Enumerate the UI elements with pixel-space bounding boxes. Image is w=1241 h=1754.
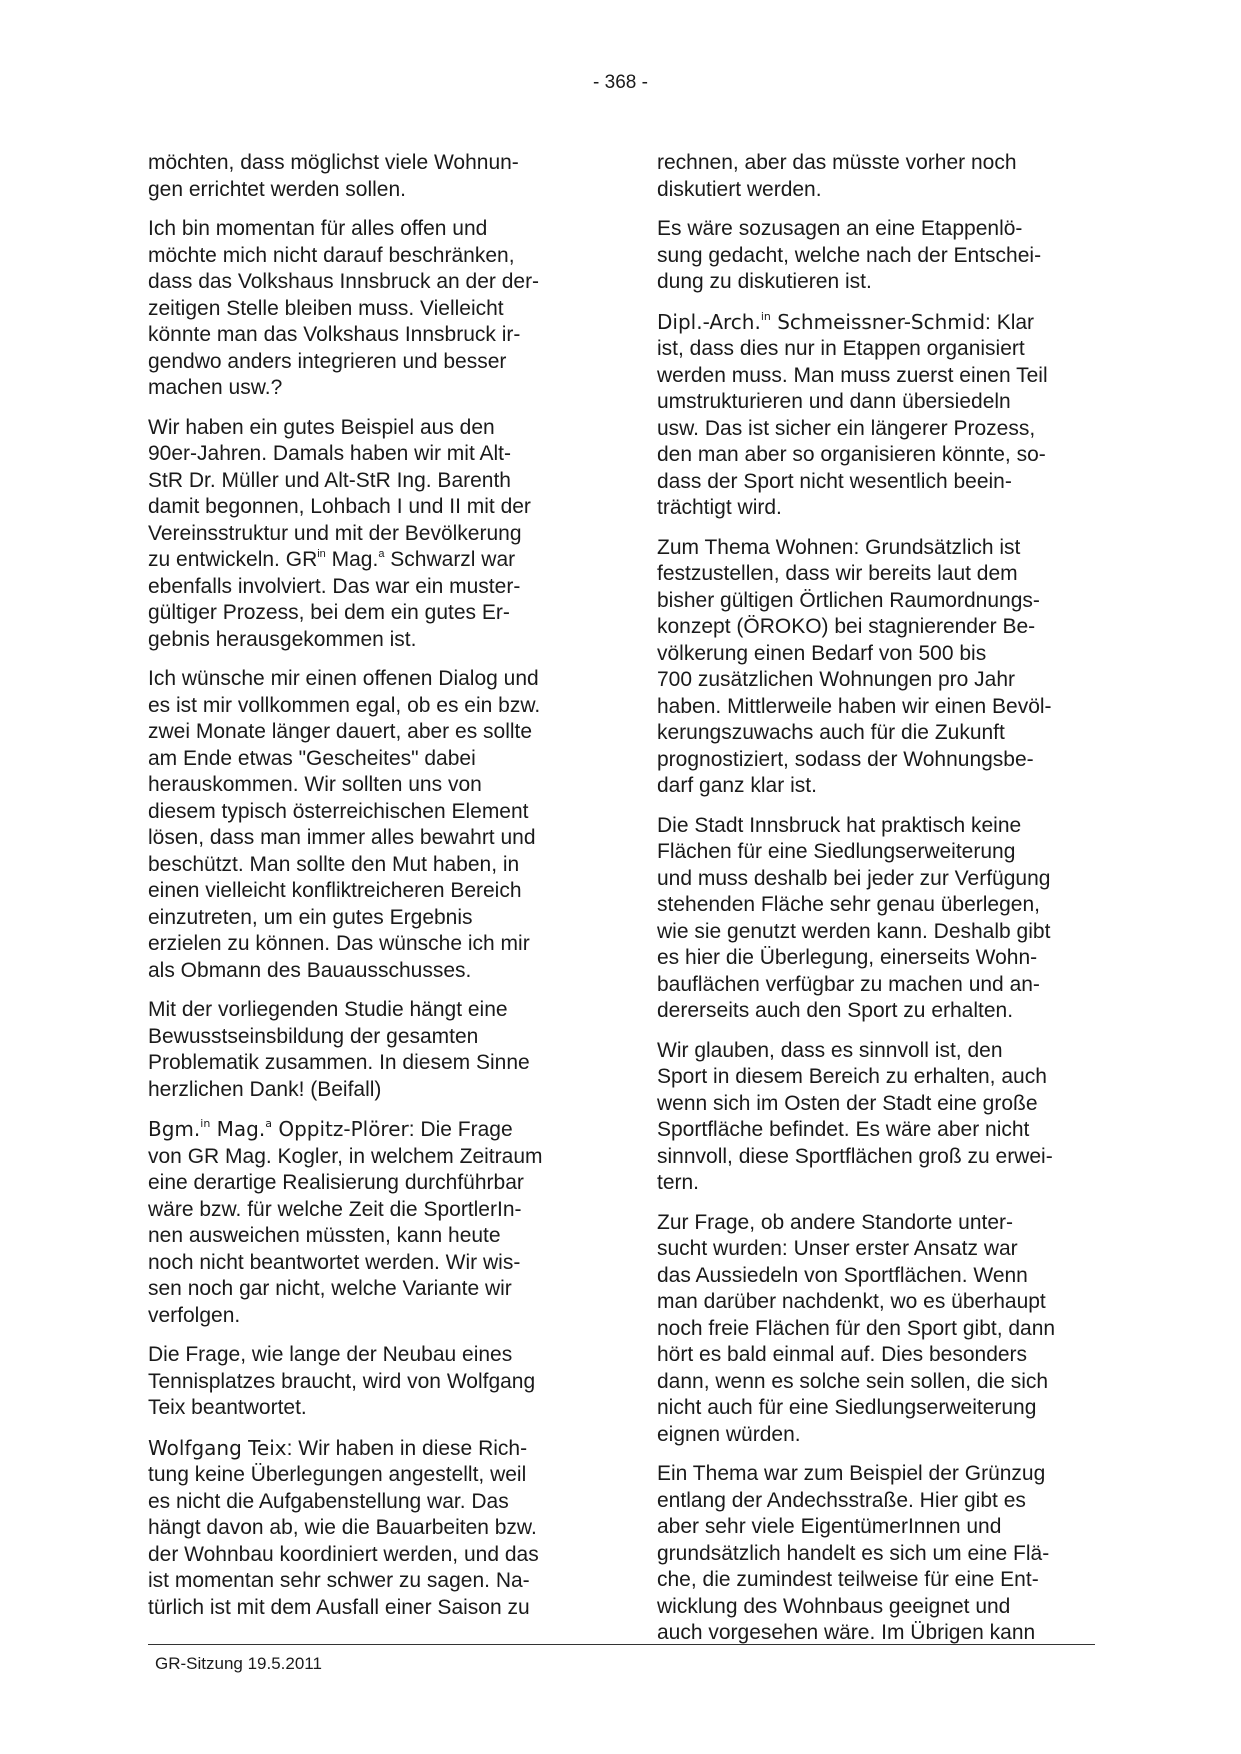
speaker-paragraph: [148, 1435, 588, 1622]
left-column: [148, 150, 588, 1634]
paragraph: Es wäre sozusagen an eine Etappenlö- sung gedacht, welche nach der Entschei- dung zu diskutieren ist.: [657, 217, 1042, 293]
superscript: a: [378, 548, 385, 560]
page-number: - 368 -: [593, 72, 648, 93]
paragraph: Mit der vorliegenden Studie hängt eine Bewusstseinsbildung der gesamten Problematik zusammen. In diesem Sinne herzlichen Dank! (Beifall): [148, 998, 530, 1101]
paragraph: Wir glauben, dass es sinnvoll ist, den Sport in diesem Bereich zu erhalten, auch wenn sich im Osten der Stadt eine große Sportfläche befindet. Es wäre aber nicht sinnvoll, diese Sportflächen groß zu erwei- tern.: [657, 1038, 1053, 1194]
superscript: in: [200, 1117, 211, 1130]
speaker-title: Bgm.: [148, 1117, 201, 1141]
speech-text: : Wir haben in diese Rich- tung keine Überlegungen angestellt, weil es nicht die Aufgabenstellung war. Das hängt davon ab, wie die Bauarbeiten bzw. der Wohnbau koordiniert werden, und das ist momentan sehr schwer zu sagen. Na- türlich ist mit dem Ausfall einer Saison zu: [148, 1436, 539, 1619]
speaker-title: Mag.: [210, 1117, 266, 1141]
footer-divider: [148, 1644, 1095, 1645]
paragraph: Zur Frage, ob andere Standorte unter- sucht wurden: Unser erster Ansatz war das Aussiedeln von Sportflächen. Wenn man darüber nachdenkt, wo es überhaupt noch freie Flächen für den Sport gibt, dann hört es bald einmal auf. Dies besonders dann, wenn es solche sein sollen, die sich nicht auch für eine Siedlungserweiterung eignen würden.: [657, 1210, 1056, 1446]
paragraph: Die Frage, wie lange der Neubau eines Tennisplatzes braucht, wird von Wolfgang Teix beantwortet.: [148, 1343, 536, 1419]
speech-text: : Klar ist, dass dies nur in Etappen organisiert werden muss. Man muss zuerst einen Teil umstrukturieren und dann übersiedeln usw. Das ist sicher ein längerer Prozess, den man aber so organisieren könnte, so- dass der Sport nicht wesentlich beein- trächtigt wird.: [657, 310, 1048, 519]
speech-text: : Die Frage von GR Mag. Kogler, in welchem Zeitraum eine derartige Realisierung durchführbar wäre bzw. für welche Zeit die SportlerIn- nen ausweichen müssten, kann heute noch nicht beantwortet werden. Wir wis- sen noch gar nicht, welche Variante wir verfolgen.: [148, 1118, 543, 1327]
text-run: Wir haben ein gutes Beispiel aus den 90er-Jahren. Damals haben wir mit Alt- StR Dr. Müller und Alt-StR Ing. Barenth damit begonnen, Lohbach I und II mit der Vereinsstruktur und mit der Bevölkerung zu entwickeln. GR: [148, 415, 531, 571]
paragraph: Ich bin momentan für alles offen und möchte mich nicht darauf beschränken, dass das Volkshaus Innsbruck an der der- zeitigen Stelle bleiben muss. Vielleicht könnte man das Volkshaus Innsbruck ir- gendwo anders integrieren und besser machen usw.?: [148, 217, 540, 399]
speaker-name: [148, 1117, 409, 1141]
text-run: Mag.: [325, 548, 379, 571]
paragraph: rechnen, aber das müsste vorher noch diskutiert werden.: [657, 151, 1017, 201]
superscript: in: [760, 309, 771, 323]
superscript: a: [265, 1117, 272, 1130]
speaker-title: Dipl.-Arch.: [657, 309, 761, 334]
speaker-paragraph: [148, 1116, 588, 1329]
superscript: in: [317, 548, 326, 560]
text-run: Schwarzl war ebenfalls involviert. Das war ein muster- gültiger Prozess, bei dem ein gutes Er- gebnis herausgekommen ist.: [148, 548, 521, 651]
paragraph: Die Stadt Innsbruck hat praktisch keine Flächen für eine Siedlungserweiterung und muss deshalb bei jeder zur Verfügung stehenden Fläche sehr genau überlegen, wie sie genutzt werden kann. Deshalb gibt es hier die Überlegung, einerseits Wohn- bauflächen verfügbar zu machen und an- dererseits auch den Sport zu erhalten.: [657, 813, 1051, 1022]
paragraph: möchten, dass möglichst viele Wohnun- gen errichtet werden sollen.: [148, 151, 519, 201]
right-column: [657, 150, 1097, 1660]
speaker-name: Wolfgang Teix: [148, 1435, 287, 1460]
speaker-surname: Schmeissner-Schmid: [770, 309, 986, 334]
speaker-name: [657, 310, 985, 334]
speaker-surname: Oppitz-Plörer: [271, 1117, 409, 1141]
paragraph: Zum Thema Wohnen: Grundsätzlich ist festzustellen, dass wir bereits laut dem bisher gültigen Örtlichen Raumordnungs- konzept (ÖROKO) bei stagnierender Be- völkerung einen Bedarf von 500 bis 700 zusätzlichen Wohnungen pro Jahr haben. Mittlerweile haben wir einen Bevöl- kerungszuwachs auch für die Zukunft prognostiziert, sodass der Wohnungsbe- darf ganz klar ist.: [657, 535, 1052, 797]
paragraph: Ich wünsche mir einen offenen Dialog und es ist mir vollkommen egal, ob es ein bzw. zwei Monate länger dauert, aber es sollte am Ende etwas "Gescheites" dabei herauskommen. Wir sollten uns von diesem typisch österreichischen Element lösen, dass man immer alles bewahrt und beschützt. Man sollte den Mut haben, in einen vielleicht konfliktreicheren Bereich einzutreten, um ein gutes Ergebnis erzielen zu können. Das wünsche ich mir als Obmann des Bauausschusses.: [148, 667, 541, 982]
paragraph: Ein Thema war zum Beispiel der Grünzug entlang der Andechsstraße. Hier gibt es aber sehr viele EigentümerInnen und grundsätzlich handelt es sich um eine Flä- che, die zumindest teilweise für eine Ent- wicklung des Wohnbaus geeignet und auch vorgesehen wäre. Im Übrigen kann: [657, 1462, 1050, 1644]
speaker-paragraph: [657, 309, 1097, 522]
paragraph: [148, 415, 588, 654]
footer-session-date: GR-Sitzung 19.5.2011: [155, 1654, 322, 1673]
